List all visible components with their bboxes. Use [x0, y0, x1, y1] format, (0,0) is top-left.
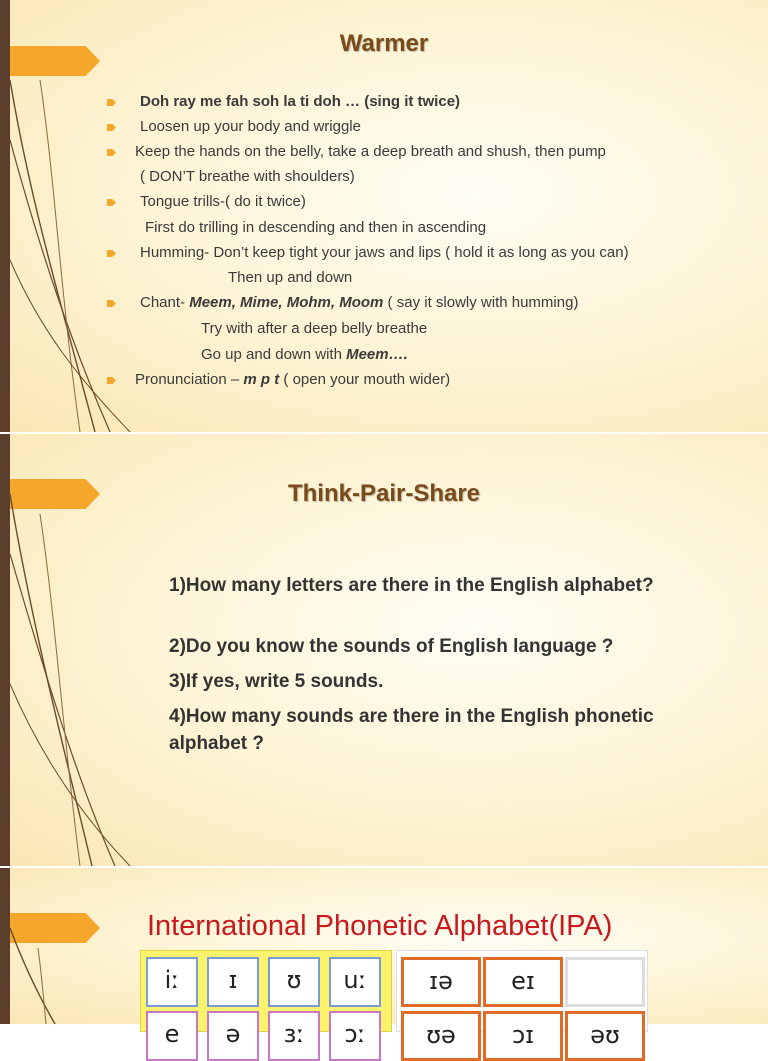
warmer-line-text: Try with after a deep belly breathe	[201, 320, 428, 337]
warmer-line-text: Doh ray me fah soh la ti doh … (sing it twice)	[140, 93, 461, 110]
question-4: 4)How many sounds are there in the English phonetic alphabet ?	[169, 706, 654, 754]
slide-title: Think-Pair-Share	[287, 480, 481, 507]
arrow-marker-icon	[10, 913, 100, 943]
warmer-line-text: Loosen up your body and wriggle	[140, 118, 361, 135]
question-3: 3)If yes, write 5 sounds.	[169, 671, 384, 692]
warmer-line	[135, 143, 606, 160]
warmer-line-text: m p t	[243, 371, 280, 388]
bullet-arrow-icon	[107, 99, 116, 106]
slide-ipa	[0, 868, 768, 1049]
bullet-arrow-icon	[107, 199, 116, 206]
bullet-arrow-icon	[107, 250, 116, 257]
ipa-cell: e	[146, 1011, 198, 1061]
warmer-line-text: Meem, Mime, Mohm, Moom	[189, 294, 384, 311]
warmer-line	[140, 93, 460, 110]
warmer-line	[201, 346, 408, 363]
warmer-line	[140, 244, 629, 261]
ipa-cell: ɪ	[207, 957, 259, 1007]
bullet-arrow-icon	[107, 377, 116, 384]
question-2: 2)Do you know the sounds of English language ?	[169, 636, 614, 657]
slide-warmer	[0, 0, 768, 432]
warmer-line-text: First do trilling in descending and then in ascending	[145, 219, 487, 236]
ipa-cell: iː	[146, 957, 198, 1007]
question-1: 1)How many letters are there in the English alphabet?	[169, 575, 654, 596]
ipa-diphthong-chart	[396, 950, 648, 1049]
slide-think-pair-share	[0, 434, 768, 866]
warmer-line-text: Meem….	[346, 346, 408, 363]
ipa-cell: ɔɪ	[483, 1011, 563, 1061]
bullet-arrow-icon	[107, 149, 116, 156]
ipa-cell: ə	[207, 1011, 259, 1061]
warmer-line	[228, 269, 352, 286]
warmer-line-text: ( DON’T breathe with shoulders)	[140, 168, 355, 185]
slide-left-bar	[0, 0, 10, 432]
slide-title: Warmer	[339, 30, 429, 57]
warmer-line	[140, 294, 578, 311]
ipa-cell: ɪə	[401, 957, 481, 1007]
warmer-line-text: Tongue trills-( do it twice)	[140, 193, 306, 210]
bullet-arrow-icon	[107, 300, 116, 307]
warmer-line	[135, 371, 450, 388]
ipa-cell: uː	[329, 957, 381, 1007]
warmer-line	[140, 168, 355, 185]
decorative-curves	[0, 0, 768, 432]
ipa-cell: ɜː	[268, 1011, 320, 1061]
ipa-cell: ɔː	[329, 1011, 381, 1061]
warmer-line-text: ( say it slowly with humming)	[383, 294, 579, 311]
warmer-line	[201, 320, 427, 337]
warmer-line-text: Keep the hands on the belly, take a deep breath and shush, then pump	[135, 143, 606, 160]
warmer-line-text: Then up and down	[228, 269, 353, 286]
ipa-cell: ʊ	[268, 957, 320, 1007]
slide-left-bar	[0, 868, 10, 1024]
warmer-line-text: Pronunciation –	[135, 371, 244, 388]
ipa-cell: əʊ	[565, 1011, 645, 1061]
warmer-line	[140, 193, 306, 210]
warmer-line-text: Go up and down with	[201, 346, 347, 363]
warmer-line	[145, 219, 486, 236]
ipa-cell: eɪ	[483, 957, 563, 1007]
warmer-line	[140, 118, 361, 135]
bullet-arrow-icon	[107, 124, 116, 131]
ipa-cell-empty	[565, 957, 645, 1007]
warmer-line-text: ( open your mouth wider)	[279, 371, 451, 388]
ipa-monophthong-chart	[140, 950, 392, 1048]
warmer-line-text: Humming- Don’t keep tight your jaws and lips ( hold it as long as you can)	[140, 244, 629, 261]
slide-title: International Phonetic Alphabet(IPA)	[147, 910, 613, 942]
ipa-cell: ʊə	[401, 1011, 481, 1061]
warmer-line-text: Chant-	[140, 294, 190, 311]
